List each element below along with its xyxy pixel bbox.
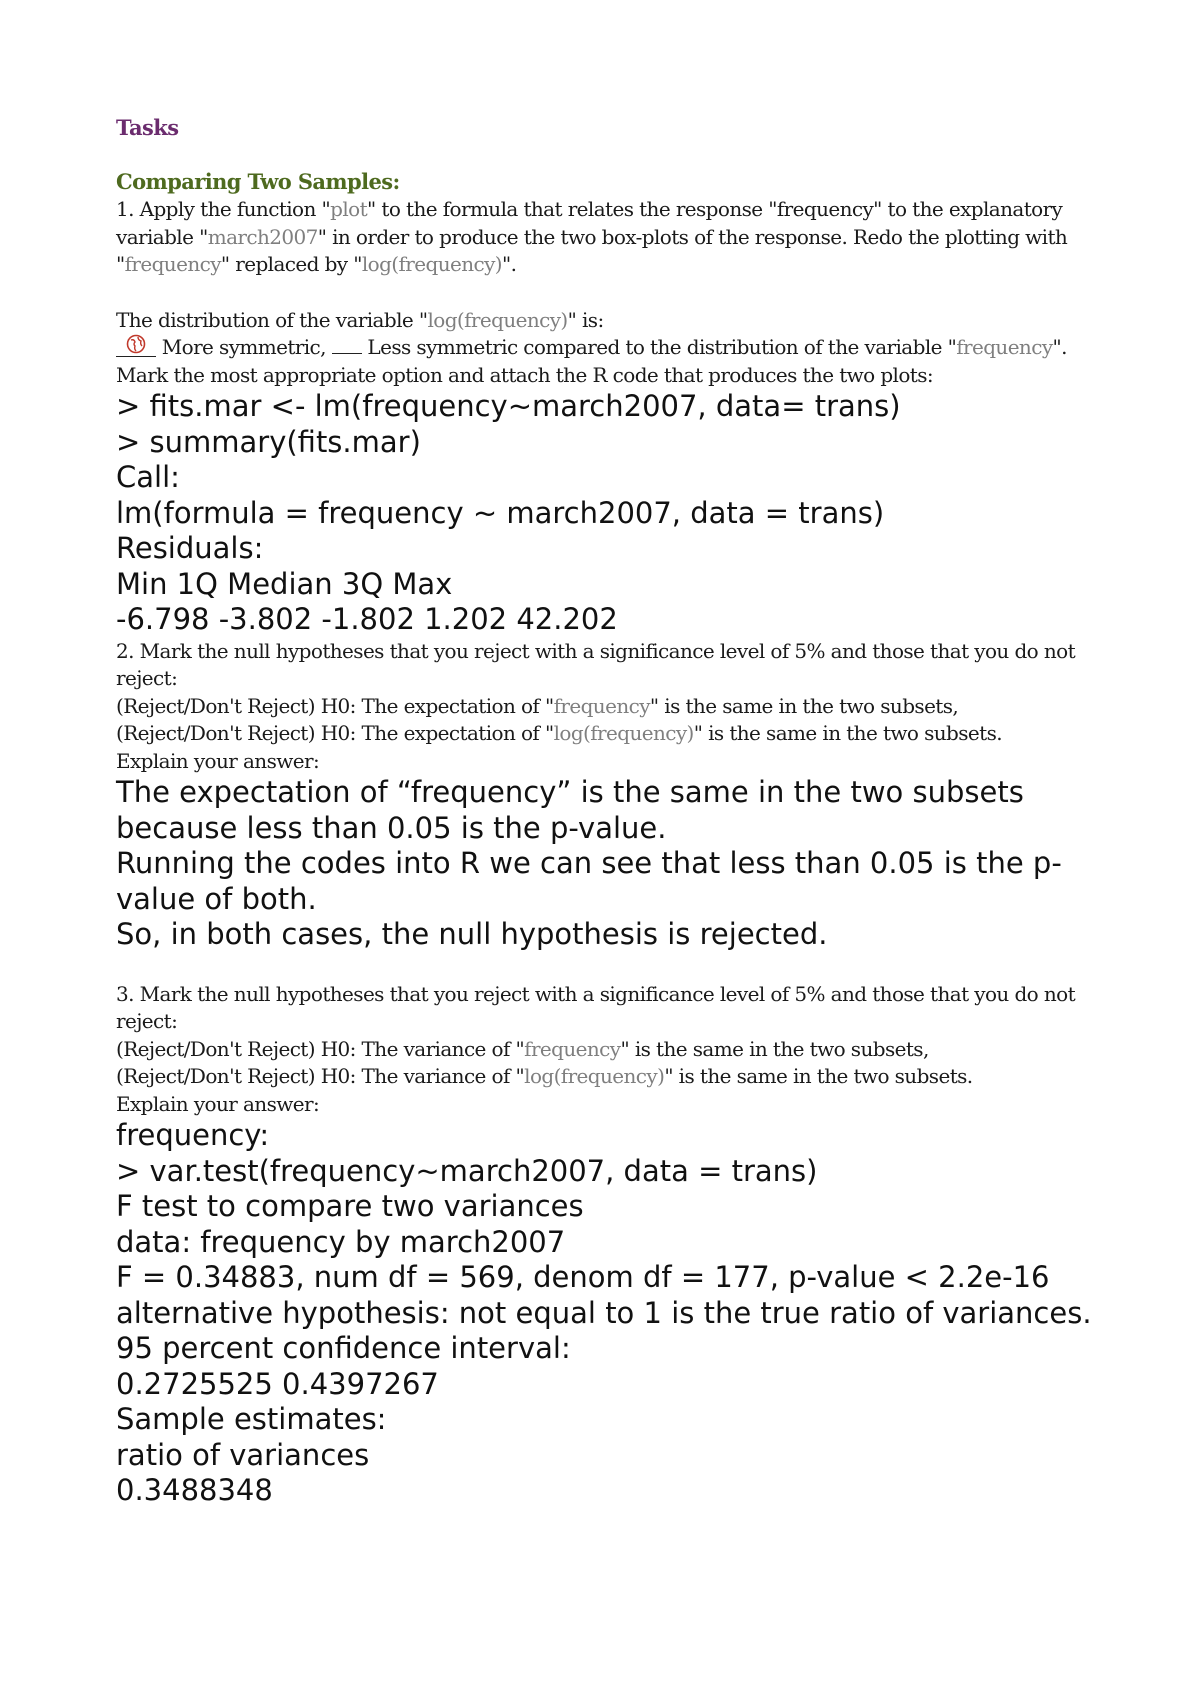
code-line: > fits.mar <- lm(frequency~march2007, data= trans) bbox=[116, 389, 901, 423]
question-2-intro: 2. Mark the null hypotheses that you reject with a significance level of 5% and those that you do not reject: bbox=[116, 638, 1076, 690]
answer-line: F test to compare two variances bbox=[116, 1189, 584, 1223]
distribution-question: The distribution of the variable "log(frequency)" is: bbox=[116, 307, 604, 332]
globe-icon bbox=[126, 334, 146, 354]
tasks-heading: Tasks bbox=[116, 115, 179, 140]
answer-line: data: frequency by march2007 bbox=[116, 1224, 566, 1259]
document-page bbox=[116, 114, 1106, 1509]
answer-3-block bbox=[116, 1118, 1106, 1509]
code-line: lm(formula = frequency ~ march2007, data = trans) bbox=[116, 495, 885, 530]
answer-line: Sample estimates: bbox=[116, 1402, 387, 1436]
code-line: -6.798 -3.802 -1.802 1.202 42.202 bbox=[116, 602, 618, 636]
distribution-options: More symmetric, Less symmetric compared to the distribution of the variable "frequency". bbox=[116, 334, 1106, 362]
answer-line: Running the codes into R we can see that less than 0.05 is the p-value of both. bbox=[116, 846, 1062, 916]
question-3-hypothesis-1: (Reject/Don't Reject) H0: The variance of "frequency" is the same in the two subsets, bbox=[116, 1036, 929, 1061]
answer-2-block bbox=[116, 775, 1106, 953]
question-3-intro: 3. Mark the null hypotheses that you reject with a significance level of 5% and those that you do not reject: bbox=[116, 981, 1076, 1033]
answer-line: So, in both cases, the null hypothesis is rejected. bbox=[116, 917, 828, 951]
question-3-hypothesis-2: (Reject/Don't Reject) H0: The variance of "log(frequency)" is the same in the two subsets. bbox=[116, 1064, 973, 1088]
answer-line: ratio of variances bbox=[116, 1437, 370, 1472]
answer-line: frequency: bbox=[116, 1118, 270, 1152]
code-line: Call: bbox=[116, 460, 180, 494]
answer-line: 0.3488348 bbox=[116, 1473, 273, 1507]
answer-line: > var.test(frequency~march2007, data = trans) bbox=[116, 1153, 818, 1188]
selected-option-blank[interactable] bbox=[116, 336, 156, 357]
section-heading: Comparing Two Samples: bbox=[116, 169, 400, 194]
answer-line: F = 0.34883, num df = 569, denom df = 177, p-value < 2.2e-16 bbox=[116, 1260, 1050, 1294]
answer-line: 95 percent confidence interval: bbox=[116, 1331, 571, 1365]
code-line: > summary(fits.mar) bbox=[116, 424, 421, 459]
question-2-explain-label: Explain your answer: bbox=[116, 748, 320, 773]
question-1: 1. Apply the function "plot" to the formula that relates the response "frequency" to the explanatory variable "march2007" in order to produce the two box-plots of the response. Redo the plotting with "frequency" replaced by "log(frequency)". bbox=[116, 197, 1068, 276]
less-symmetric-blank[interactable] bbox=[332, 335, 362, 354]
question-2-hypothesis-2: (Reject/Don't Reject) H0: The expectation of "log(frequency)" is the same in the two subsets. bbox=[116, 721, 1003, 745]
code-line: Residuals: bbox=[116, 531, 264, 565]
answer-line: 0.2725525 0.4397267 bbox=[116, 1366, 439, 1401]
answer-line: alternative hypothesis: not equal to 1 is the true ratio of variances. bbox=[116, 1295, 1092, 1330]
question-3-explain-label: Explain your answer: bbox=[116, 1091, 320, 1116]
r-code-block-1 bbox=[116, 389, 1106, 638]
answer-line: The expectation of “frequency” is the same in the two subsets because less than 0.05 is the p-value. bbox=[116, 775, 1024, 845]
mark-instruction: Mark the most appropriate option and attach the R code that produces the two plots: bbox=[116, 362, 934, 387]
code-line: Min 1Q Median 3Q Max bbox=[116, 566, 453, 601]
question-2-hypothesis-1: (Reject/Don't Reject) H0: The expectation of "frequency" is the same in the two subsets, bbox=[116, 693, 959, 718]
